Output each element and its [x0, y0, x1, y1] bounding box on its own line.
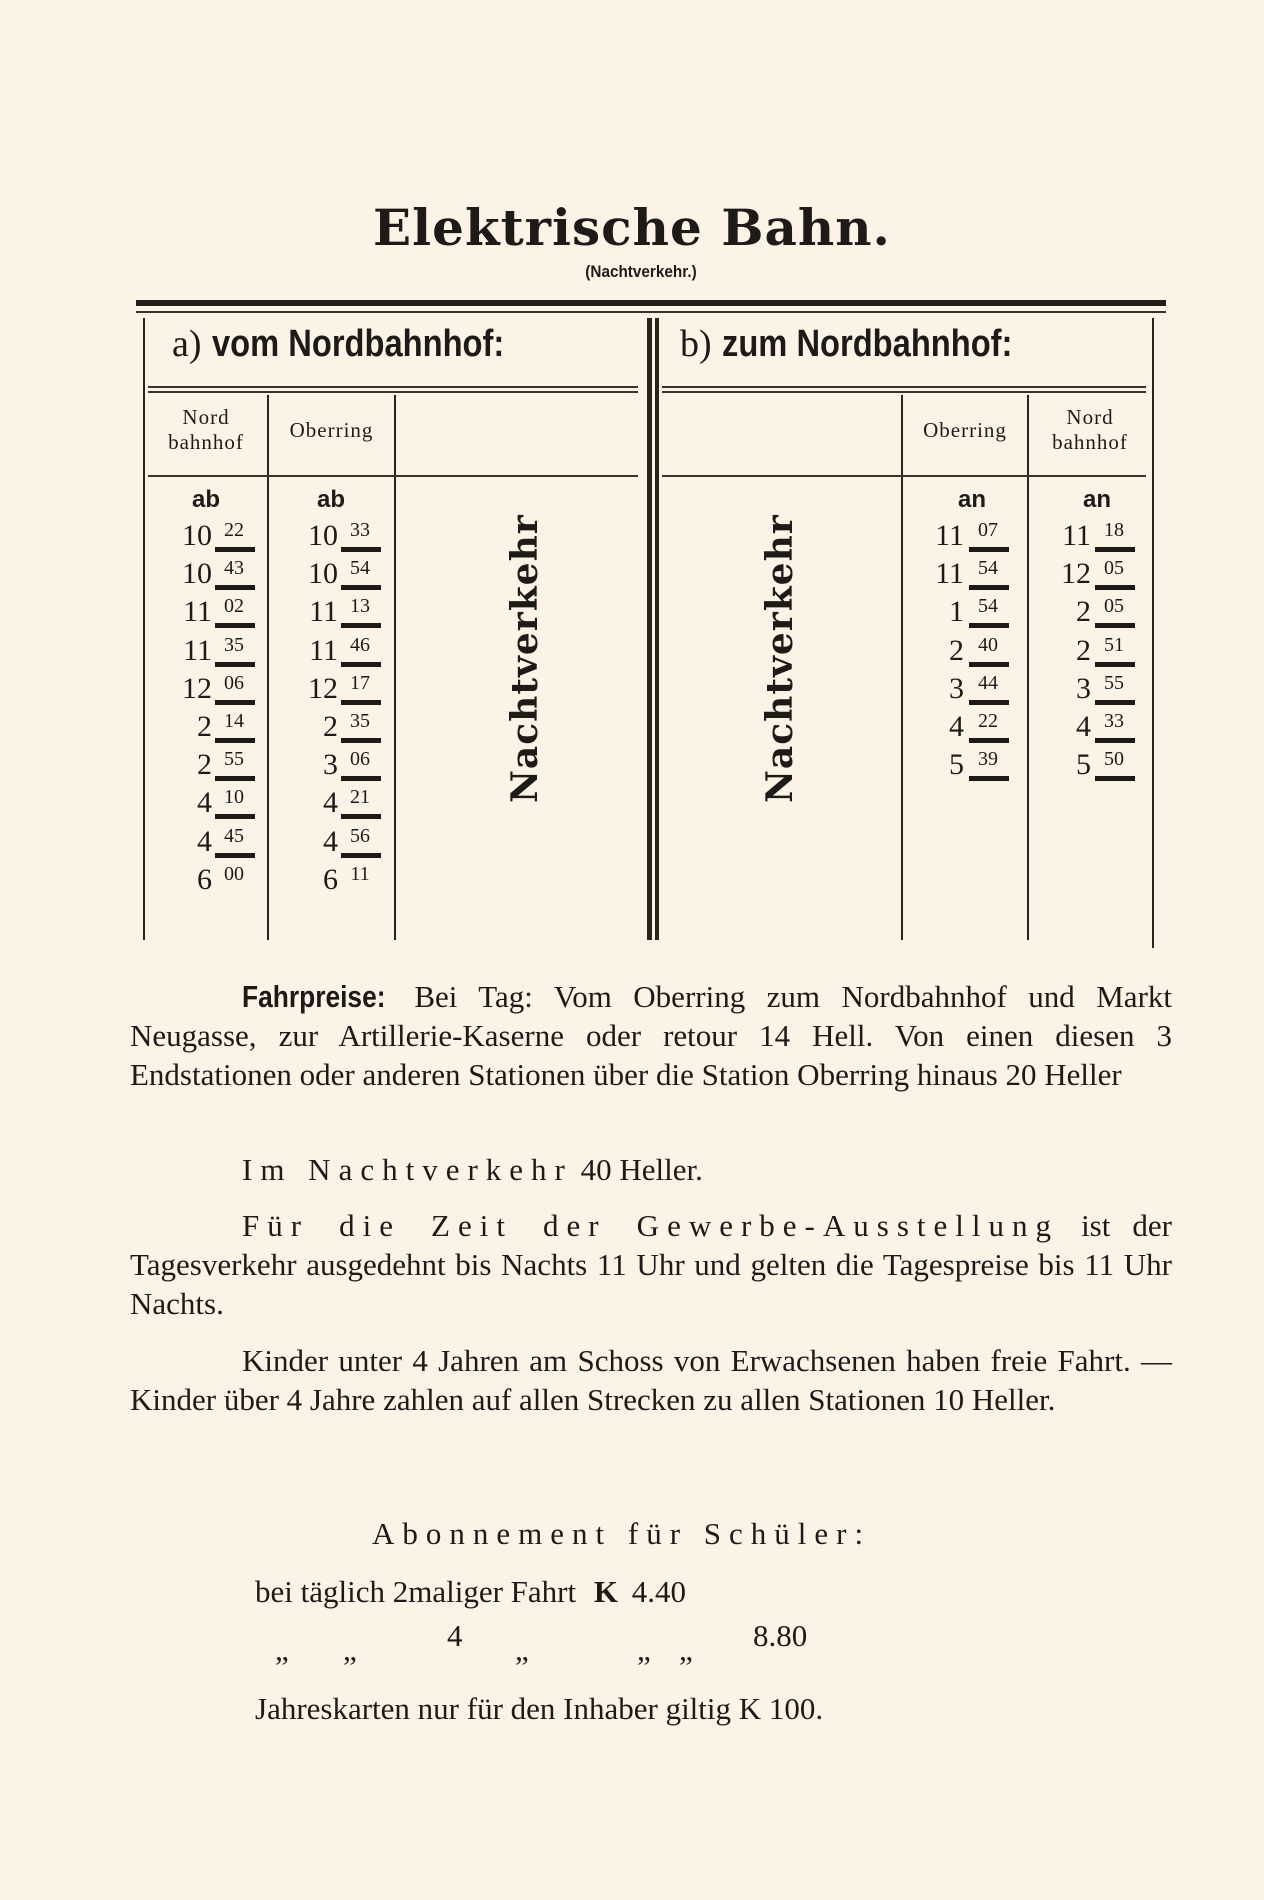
colhead-line1: Nord [182, 405, 230, 429]
minute-underline [215, 814, 255, 819]
minute-underline [215, 700, 255, 705]
time-hour: 2 [1076, 633, 1091, 667]
time-minute: 33 [350, 519, 370, 541]
minute-underline [969, 776, 1009, 781]
subscription-heading: Abonnement für Schüler: [372, 1516, 872, 1551]
time-hour: 6 [323, 862, 338, 896]
minute-underline [969, 700, 1009, 705]
exhibition-paragraph [130, 1206, 1172, 1323]
minute-underline [341, 738, 381, 743]
time-minute: 51 [1104, 633, 1124, 656]
time-minute: 13 [350, 595, 370, 618]
minute-underline [1095, 776, 1135, 781]
unit-b-nordbahnhof: an [1082, 486, 1111, 513]
minute-underline [215, 547, 255, 552]
time-hour: 6 [197, 862, 212, 896]
minute-underline [1095, 700, 1135, 705]
section-b-label: zum Nordbahnhof: [721, 323, 1013, 365]
time-hour: 4 [1076, 710, 1091, 743]
colhead-line2: bahnhof [1052, 430, 1128, 454]
time-hour: 11 [183, 633, 212, 667]
document-title: Elektrische Bahn. [373, 198, 891, 257]
colhead-a-oberring [269, 418, 394, 443]
minute-underline [341, 585, 381, 590]
fares-heading: Fahrpreise: [242, 979, 386, 1014]
time-hour: 11 [183, 595, 212, 629]
time-minute: 22 [978, 710, 998, 732]
fares-paragraph [130, 977, 1172, 1094]
minute-underline [1095, 738, 1135, 743]
minute-underline [969, 547, 1009, 552]
ditto-mark: „ [275, 1632, 289, 1667]
time-hour: 2 [323, 710, 338, 743]
time-hour: 1 [949, 595, 964, 629]
time-minute: 35 [224, 633, 244, 656]
center-divider-b [655, 318, 659, 940]
time-minute: 40 [978, 633, 998, 656]
minute-underline [341, 814, 381, 819]
section-b-heading [680, 322, 1059, 366]
minute-underline [341, 853, 381, 858]
time-hour: 4 [197, 824, 212, 858]
children-text: Kinder unter 4 Jahren am Schoss von Erwachsenen haben freie Fahrt. — Kinder über 4 Jahre zahlen auf allen Strecken zu allen Stationen 10 Heller. [130, 1343, 1172, 1417]
ditto-mark: „ [343, 1632, 357, 1667]
time-hour: 5 [1076, 748, 1091, 782]
time-minute: 39 [978, 748, 998, 771]
section-a-rule-1 [148, 386, 638, 388]
section-a-label: vom Nordbahnhof: [211, 323, 504, 365]
night-fare-price: 40 Heller. [580, 1152, 703, 1187]
time-minute: 46 [350, 633, 370, 656]
minute-underline [215, 776, 255, 781]
time-hour: 11 [935, 557, 964, 591]
time-hour: 2 [197, 710, 212, 743]
minute-underline [969, 738, 1009, 743]
unit-a-oberring: ab [316, 486, 345, 513]
unit-b-oberring: an [957, 486, 986, 513]
time-minute: 54 [978, 595, 998, 618]
time-hour: 12 [1061, 557, 1091, 591]
children-paragraph [130, 1341, 1172, 1419]
time-hour: 3 [949, 671, 964, 705]
time-minute: 18 [1104, 519, 1124, 541]
time-minute: 10 [224, 786, 244, 809]
time-minute: 54 [350, 557, 370, 580]
time-minute: 43 [224, 557, 244, 580]
section-a-rule-2 [148, 391, 638, 393]
unit-a-nordbahnhof: ab [191, 486, 220, 513]
minute-underline [341, 776, 381, 781]
time-minute: 07 [978, 519, 998, 541]
minute-underline [215, 623, 255, 628]
time-hour: 11 [309, 633, 338, 667]
time-hour: 2 [197, 748, 212, 782]
time-minute: 06 [224, 671, 244, 694]
time-minute: 44 [978, 671, 998, 694]
time-hour: 5 [949, 748, 964, 782]
colhead-a-nordbahnhof [145, 405, 267, 455]
side-label-b: Nachtverkehr [759, 514, 801, 803]
fares-day-text: Bei Tag: Vom Oberring zum Nordbahnhof und Markt Neugasse, zur Artillerie-Kaserne oder retour 14 Hell. Von einen diesen 3 Endstationen oder anderen Stationen über die Station Oberring hinaus 20 Heller [130, 979, 1172, 1092]
time-hour: 12 [182, 671, 212, 705]
minute-underline [341, 623, 381, 628]
section-b-rule-1 [662, 386, 1146, 388]
time-minute: 05 [1104, 595, 1124, 618]
time-hour: 10 [308, 557, 338, 591]
minute-underline [969, 585, 1009, 590]
ditto-mark: „ [515, 1632, 529, 1667]
time-minute: 17 [350, 671, 370, 694]
section-a-heading [172, 322, 551, 366]
time-minute: 02 [224, 595, 244, 618]
time-hour: 2 [1076, 595, 1091, 629]
time-minute: 05 [1104, 557, 1124, 580]
time-minute: 14 [224, 710, 244, 732]
colhead-line1: Nord [1066, 405, 1114, 429]
time-minute: 22 [224, 519, 244, 541]
night-fare-paragraph [130, 1150, 1172, 1189]
minute-underline [215, 585, 255, 590]
time-hour: 4 [949, 710, 964, 743]
colhead-line2: bahnhof [168, 430, 244, 454]
night-fare-label: Im Nachtverkehr [242, 1152, 573, 1187]
time-hour: 2 [949, 633, 964, 667]
subscription-line-1-text: bei täglich 2maliger Fahrt [255, 1574, 577, 1609]
table-border-right [1152, 318, 1154, 948]
colhead-line1: Oberring [923, 418, 1007, 442]
time-minute: 06 [350, 748, 370, 771]
time-minute: 35 [350, 710, 370, 732]
time-minute: 21 [350, 786, 370, 809]
minute-underline [215, 853, 255, 858]
minute-underline [341, 547, 381, 552]
colhead-line1: Oberring [289, 418, 374, 442]
header-rule-thick [136, 300, 1166, 306]
subscription-price-1: 4.40 [631, 1574, 686, 1609]
time-minute: 11 [350, 862, 370, 885]
time-hour: 3 [323, 748, 338, 782]
time-hour: 10 [182, 519, 212, 552]
time-minute: 50 [1104, 748, 1124, 771]
time-hour: 3 [1076, 671, 1091, 705]
subscription-price-2: 8.80 [753, 1618, 808, 1653]
colhead-b-oberring [903, 418, 1027, 443]
minute-underline [341, 700, 381, 705]
document-subtitle: (Nachtverkehr.) [585, 262, 697, 281]
header-rule-thin [136, 311, 1166, 313]
time-hour: 4 [323, 786, 338, 820]
time-minute: 54 [978, 557, 998, 580]
time-hour: 11 [309, 595, 338, 629]
colhead-b-nordbahnhof [1029, 405, 1151, 455]
time-hour: 10 [182, 557, 212, 591]
time-hour: 4 [197, 786, 212, 820]
center-divider-a [647, 318, 652, 940]
minute-underline [341, 662, 381, 667]
section-b-prefix: b) [680, 323, 712, 365]
time-hour: 11 [1062, 519, 1091, 552]
colhead-rule-b [662, 475, 1146, 477]
time-minute: 45 [224, 824, 244, 847]
minute-underline [1095, 662, 1135, 667]
time-hour: 11 [935, 519, 964, 552]
minute-underline [1095, 585, 1135, 590]
minute-underline [1095, 623, 1135, 628]
time-minute: 55 [224, 748, 244, 771]
section-a-prefix: a) [172, 323, 202, 365]
time-minute: 33 [1104, 710, 1124, 732]
exhibition-label: Für die Zeit der Gewerbe-Ausstellung [242, 1208, 1059, 1243]
time-minute: 00 [224, 862, 244, 885]
side-label-a: Nachtverkehr [504, 514, 546, 803]
time-minute: 56 [350, 824, 370, 847]
section-b-rule-2 [662, 391, 1146, 393]
subscription-line-1 [255, 1572, 686, 1611]
exhibition-text: ist der Tagesverkehr ausgedehnt bis Nachts 11 Uhr und gelten die Tagespreise bis 11 Uhr Nachts. [130, 1208, 1172, 1321]
minute-underline [969, 662, 1009, 667]
annual-ticket-line: Jahreskarten nur für den Inhaber giltig K 100. [255, 1691, 824, 1726]
minute-underline [215, 738, 255, 743]
time-minute: 55 [1104, 671, 1124, 694]
time-hour: 4 [323, 824, 338, 858]
ditto-mark: „ [679, 1632, 693, 1667]
minute-underline [1095, 547, 1135, 552]
subscription-line-2 [275, 1618, 835, 1667]
colhead-rule-a [148, 475, 638, 477]
minute-underline [215, 662, 255, 667]
time-hour: 12 [308, 671, 338, 705]
currency-k: K [593, 1574, 618, 1609]
minute-underline [969, 623, 1009, 628]
subscription-count-2: 4 [447, 1618, 463, 1653]
ditto-mark: „ [637, 1632, 651, 1667]
time-hour: 10 [308, 519, 338, 552]
